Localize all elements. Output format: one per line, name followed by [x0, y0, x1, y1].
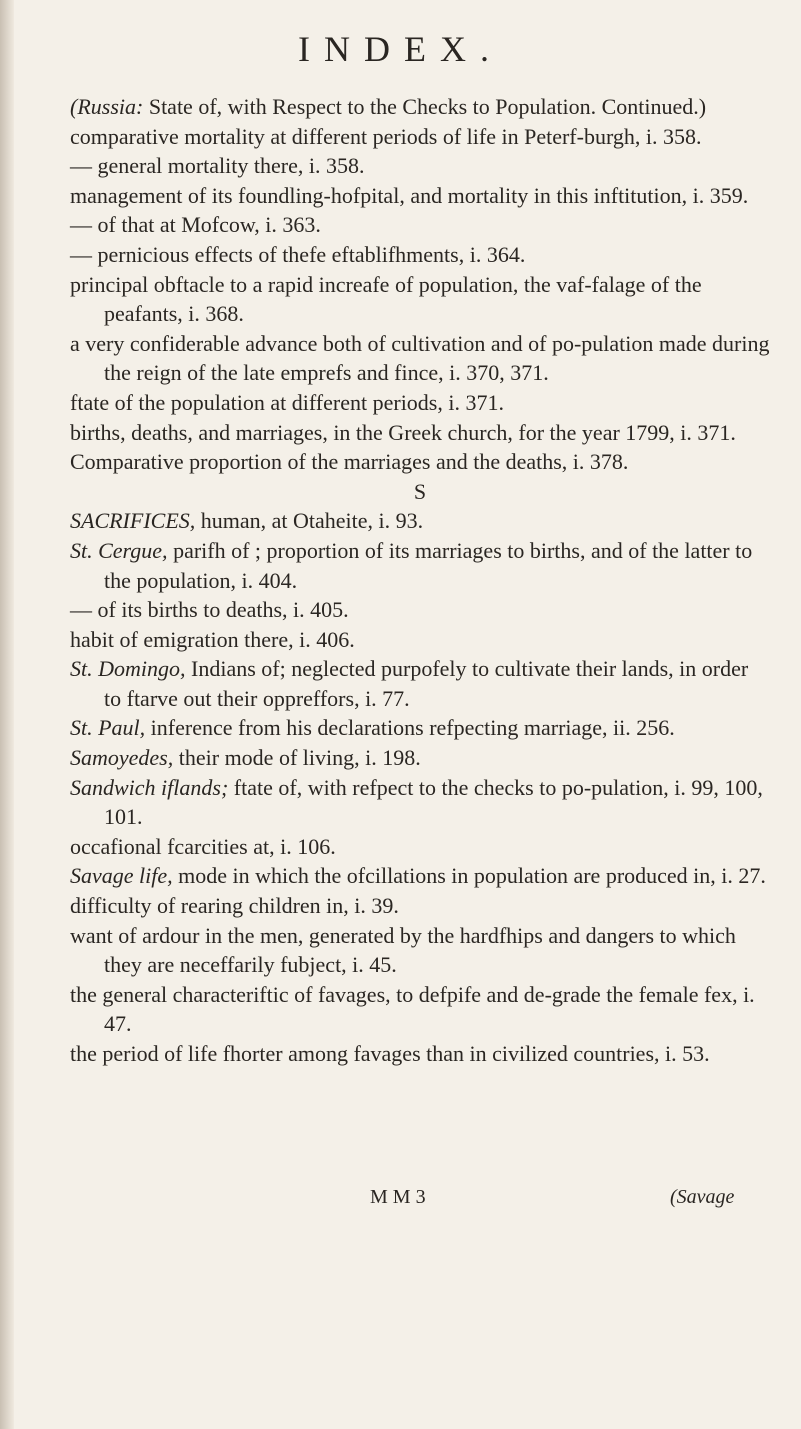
- index-entry: difficulty of rearing children in, i. 39.: [70, 893, 399, 919]
- book-spine-shadow: [0, 0, 14, 1429]
- index-entry: Comparative proportion of the marriages and the deaths, i. 378.: [70, 449, 629, 475]
- index-entry: comparative mortality at different periods of life in Peterf-burgh, i. 358.: [70, 123, 702, 149]
- index-entry: the period of life fhorter among favages than in civilized countries, i. 53.: [70, 1041, 710, 1066]
- index-entry: want of ardour in the men, generated by the hardfhips and dangers to which they are neceffarily fubject, i. 45.: [70, 922, 736, 978]
- index-entry: management of its foundling-hofpital, and mortality in this inftitution, i. 359.: [70, 182, 749, 208]
- section-letter: S: [413, 478, 427, 504]
- catchword: (Savage: [670, 1186, 735, 1208]
- running-head: INDEX.: [298, 29, 503, 69]
- index-entry: Sandwich iflands; ftate of, with refpect to the checks to po-pulation, i. 99, 100, 101.: [70, 774, 763, 830]
- index-entry: a very confiderable advance both of cultivation and of po-pulation made during the reign of the late emprefs and fince, i. 370, 371.: [70, 330, 770, 386]
- index-entry: SACRIFICES, human, at Otaheite, i. 93.: [70, 508, 424, 534]
- index-entry: principal obftacle to a rapid increafe of population, the vaf-falage of the peafants, i. 368.: [70, 271, 702, 327]
- index-entry: Samoyedes, their mode of living, i. 198.: [70, 745, 421, 771]
- index-entry: — of its births to deaths, i. 405.: [70, 597, 349, 623]
- index-entry: St. Paul, inference from his declarations refpecting marriage, ii. 256.: [70, 715, 675, 741]
- index-entry: — of that at Mofcow, i. 363.: [70, 212, 321, 238]
- signature-mark: M M 3: [370, 1186, 426, 1208]
- index-entry: births, deaths, and marriages, in the Greek church, for the year 1799, i. 371.: [70, 419, 736, 445]
- index-entry: St. Cergue, parifh of ; proportion of its marriages to births, and of the latter to the population, i. 404.: [70, 537, 753, 593]
- index-entry: Savage life, mode in which the ofcillations in population are produced in, i. 27.: [70, 863, 766, 889]
- index-entry: the general characteriftic of favages, to defpife and de-grade the female fex, i. 47.: [70, 981, 755, 1037]
- index-entry: (Russia: State of, with Respect to the Checks to Population. Continued.): [70, 94, 707, 119]
- index-entry: habit of emigration there, i. 406.: [70, 626, 355, 652]
- index-entry: ftate of the population at different periods, i. 371.: [70, 389, 504, 415]
- index-entry: occafional fcarcities at, i. 106.: [70, 833, 336, 859]
- index-entry: — general mortality there, i. 358.: [70, 153, 365, 179]
- index-entry: St. Domingo, Indians of; neglected purpofely to cultivate their lands, in order to ftarve out their oppreffors, i. 77.: [70, 656, 749, 711]
- index-entry: — pernicious effects of thefe eftablifhments, i. 364.: [70, 241, 526, 267]
- index-entries: [70, 92, 770, 1069]
